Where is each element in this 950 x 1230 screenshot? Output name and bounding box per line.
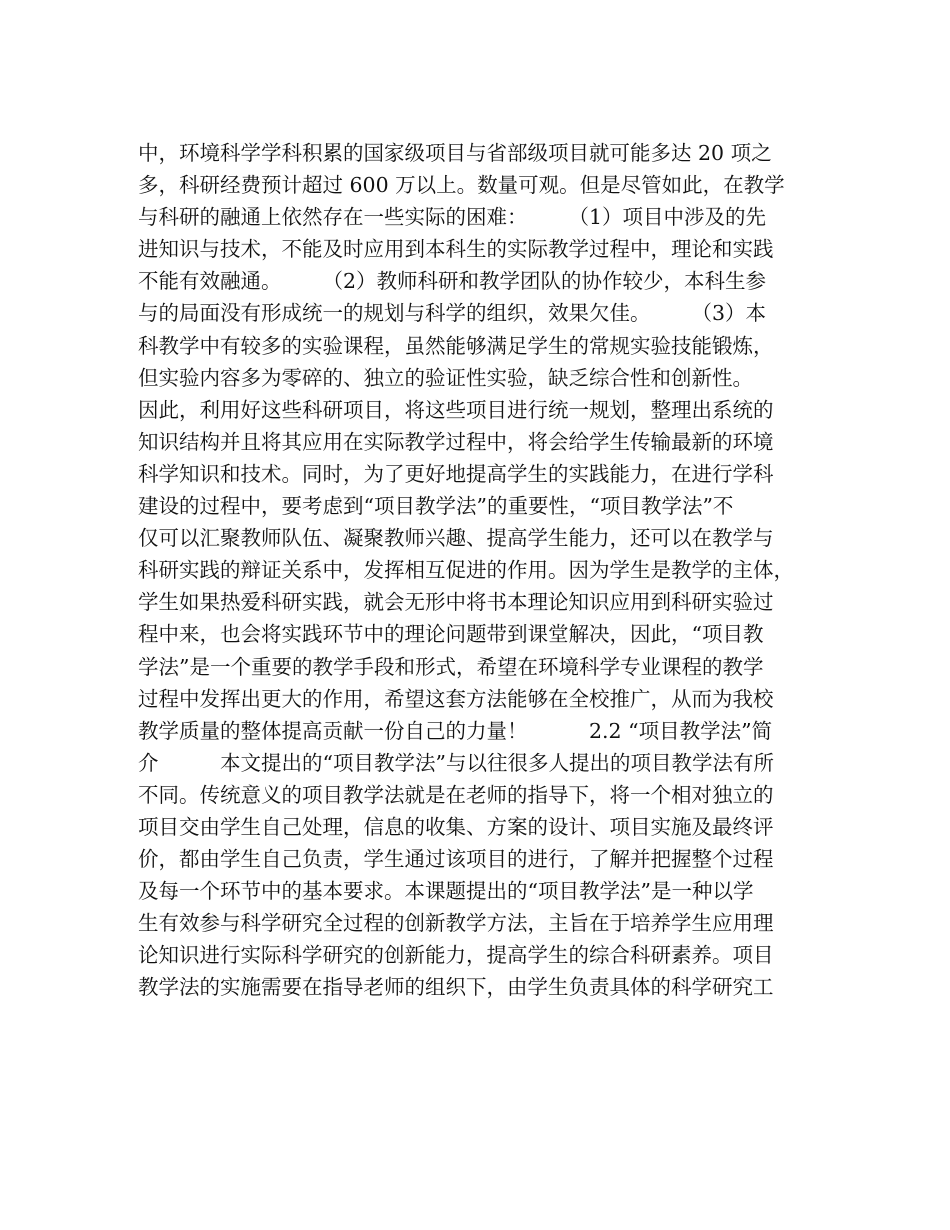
- body-text: [138, 137, 818, 1004]
- text-line: 生有效参与科学研究全过程的创新教学方法，主旨在于培养学生应用理: [138, 911, 774, 936]
- text-line: 不能有效融通。 （2）教师科研和教学团队的协作较少，本科生参: [138, 269, 767, 294]
- text-line: 介 本文提出的“项目教学法”与以往很多人提出的项目教学法有所: [138, 750, 774, 775]
- text-line: 进知识与技术，不能及时应用到本科生的实际教学过程中，理论和实践: [138, 237, 774, 262]
- text-line: 但实验内容多为零碎的、独立的验证性实验，缺乏综合性和创新性。: [138, 365, 753, 390]
- text-line: 不同。传统意义的项目教学法就是在老师的指导下，将一个相对独立的: [138, 782, 774, 807]
- text-line: 科研实践的辩证关系中，发挥相互促进的作用。因为学生是教学的主体，: [138, 558, 794, 583]
- text-line: 学法”是一个重要的教学手段和形式，希望在环境科学专业课程的教学: [138, 654, 764, 679]
- text-line: 学生如果热爱科研实践，就会无形中将书本理论知识应用到科研实验过: [138, 590, 774, 615]
- text-line: 因此，利用好这些科研项目，将这些项目进行统一规划，整理出系统的: [138, 397, 774, 422]
- text-line: 与的局面没有形成统一的规划与科学的组织，效果欠佳。 （3）本: [138, 301, 767, 326]
- text-line: 科教学中有较多的实验课程，虽然能够满足学生的常规实验技能锻炼，: [138, 333, 774, 358]
- text-line: 仅可以汇聚教师队伍、凝聚教师兴趣、提高学生能力，还可以在教学与: [138, 526, 774, 551]
- text-line: 多，科研经费预计超过 600 万以上。数量可观。但是尽管如此，在教学: [138, 173, 785, 198]
- text-line: 知识结构并且将其应用在实际教学过程中，将会给学生传输最新的环境: [138, 429, 774, 454]
- text-line: 建设的过程中，要考虑到“项目教学法”的重要性，“项目教学法”不: [138, 494, 734, 519]
- text-line: 教学质量的整体提高贡献一份自己的力量！ 2.2 “项目教学法”简: [138, 718, 773, 743]
- text-line: 及每一个环节中的基本要求。本课题提出的“项目教学法”是一种以学: [138, 879, 754, 904]
- text-line: 科学知识和技术。同时，为了更好地提高学生的实践能力，在进行学科: [138, 461, 774, 486]
- text-line: 中，环境科学学科积累的国家级项目与省部级项目就可能多达 20 项之: [138, 141, 772, 165]
- text-line: 程中来，也会将实践环节中的理论问题带到课堂解决，因此，“项目教: [138, 622, 764, 647]
- text-line: 价，都由学生自己负责，学生通过该项目的进行，了解并把握整个过程: [138, 847, 774, 872]
- text-line: 与科研的融通上依然存在一些实际的困难： （1）项目中涉及的先: [138, 205, 767, 230]
- text-line: 项目交由学生自己处理，信息的收集、方案的设计、项目实施及最终评: [138, 814, 774, 839]
- text-line: 论知识进行实际科学研究的创新能力，提高学生的综合科研素养。项目: [138, 943, 774, 968]
- text-line: 过程中发挥出更大的作用，希望这套方法能够在全校推广，从而为我校: [138, 686, 774, 711]
- text-line: 教学法的实施需要在指导老师的组织下，由学生负责具体的科学研究工: [138, 975, 774, 1000]
